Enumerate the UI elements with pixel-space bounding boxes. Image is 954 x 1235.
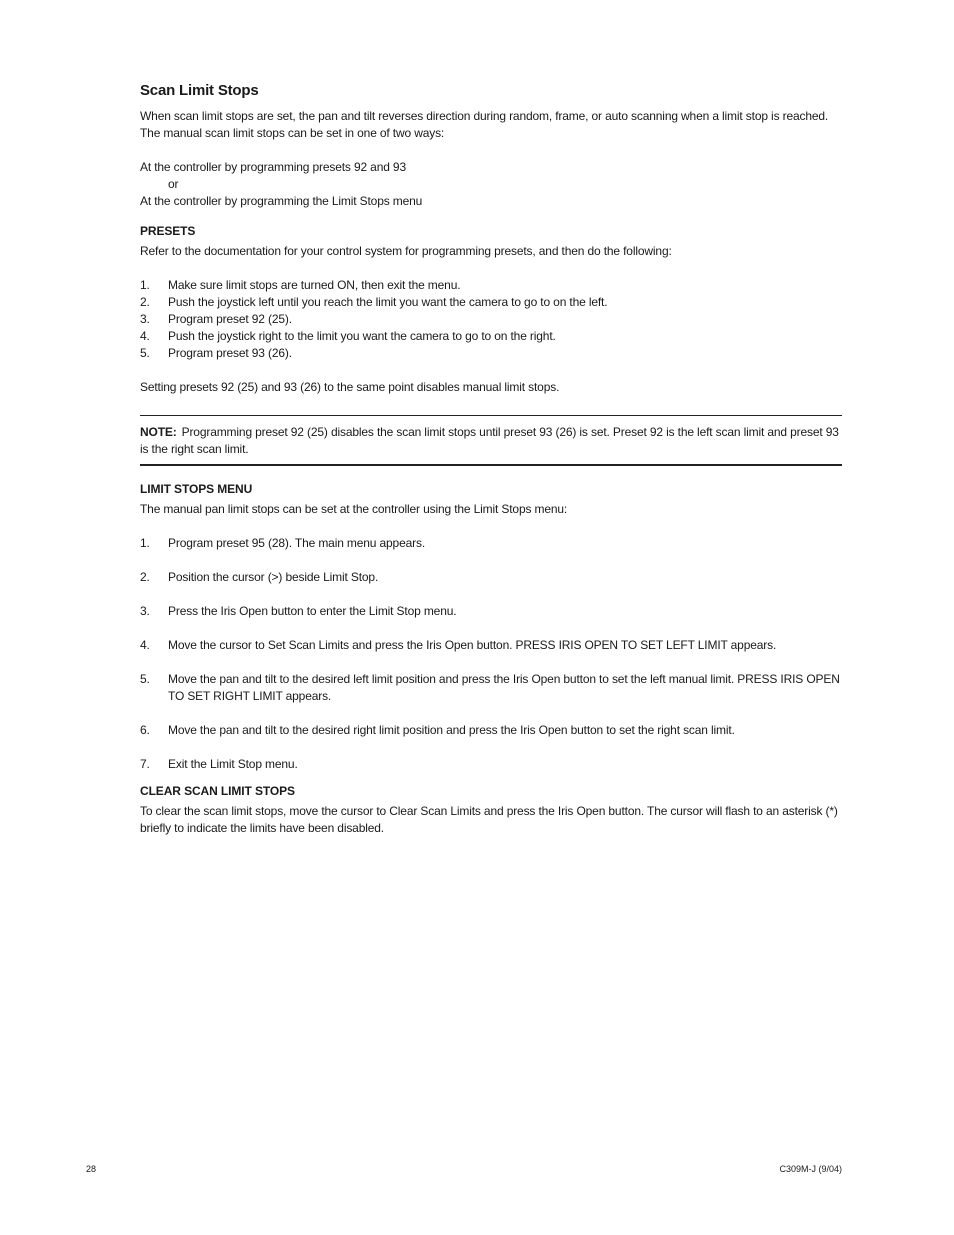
limit-menu-heading: LIMIT STOPS MENU xyxy=(140,482,253,496)
list-item: 3. Press the Iris Open button to enter the Limit Stop menu. xyxy=(140,604,457,618)
section-title: Scan Limit Stops xyxy=(140,82,259,99)
clear-text: To clear the scan limit stops, move the cursor to Clear Scan Limits and press the Iris Open button. The cursor will flash to an asterisk (*) briefly to indicate the limits have been disabled. xyxy=(140,804,838,835)
presets-heading: PRESETS xyxy=(140,224,196,238)
list-item: 4. Push the joystick right to the limit you want the camera to go to on the right. xyxy=(140,329,556,343)
document-page xyxy=(140,82,842,837)
or-text: or xyxy=(168,177,179,191)
presets-closing: Setting presets 92 (25) and 93 (26) to the same point disables manual limit stops. xyxy=(140,380,560,394)
list-item: 3. Program preset 92 (25). xyxy=(140,312,292,326)
list-item: 6. Move the pan and tilt to the desired right limit position and press the Iris Open button to set the right scan limit. xyxy=(140,723,735,737)
note-text: Programming preset 92 (25) disables the scan limit stops until preset 93 (26) is set. Preset 92 is the left scan limit and preset 93 is the right scan limit. xyxy=(140,425,839,456)
note-label: NOTE: xyxy=(140,425,177,439)
limit-menu-intro: The manual pan limit stops can be set at the controller using the Limit Stops menu: xyxy=(140,502,568,516)
list-item: 5. Move the pan and tilt to the desired left limit position and press the Iris Open button to set the left manual limit. PRESS IRIS OPEN TO SET RIGHT LIMIT appears. xyxy=(140,672,840,703)
section-intro: When scan limit stops are set, the pan and tilt reverses direction during random, frame, or auto scanning when a limit stop is reached. The manual scan limit stops can be set in one of two ways: xyxy=(140,109,829,140)
limit-menu-steps xyxy=(140,535,842,773)
list-item: 1. Make sure limit stops are turned ON, then exit the menu. xyxy=(140,278,461,292)
list-item: 1. Program preset 95 (28). The main menu appears. xyxy=(140,536,426,550)
note-box xyxy=(140,415,842,466)
presets-intro: Refer to the documentation for your control system for programming presets, and then do the following: xyxy=(140,244,672,258)
clear-heading: CLEAR SCAN LIMIT STOPS xyxy=(140,784,295,798)
list-item: 2. Position the cursor (>) beside Limit Stop. xyxy=(140,570,379,584)
page-number: 28 xyxy=(86,1164,97,1174)
presets-steps xyxy=(140,277,842,362)
document-code: C309M-J (9/04) xyxy=(779,1164,842,1174)
list-item: 5. Program preset 93 (26). xyxy=(140,346,292,360)
list-item: 2. Push the joystick left until you reach the limit you want the camera to go to on the left. xyxy=(140,295,608,309)
method-two: At the controller by programming the Limit Stops menu xyxy=(140,194,423,208)
list-item: 7. Exit the Limit Stop menu. xyxy=(140,757,298,771)
method-one: At the controller by programming presets 92 and 93 xyxy=(140,160,406,174)
list-item: 4. Move the cursor to Set Scan Limits and press the Iris Open button. PRESS IRIS OPEN TO SET LEFT LIMIT appears. xyxy=(140,638,777,652)
